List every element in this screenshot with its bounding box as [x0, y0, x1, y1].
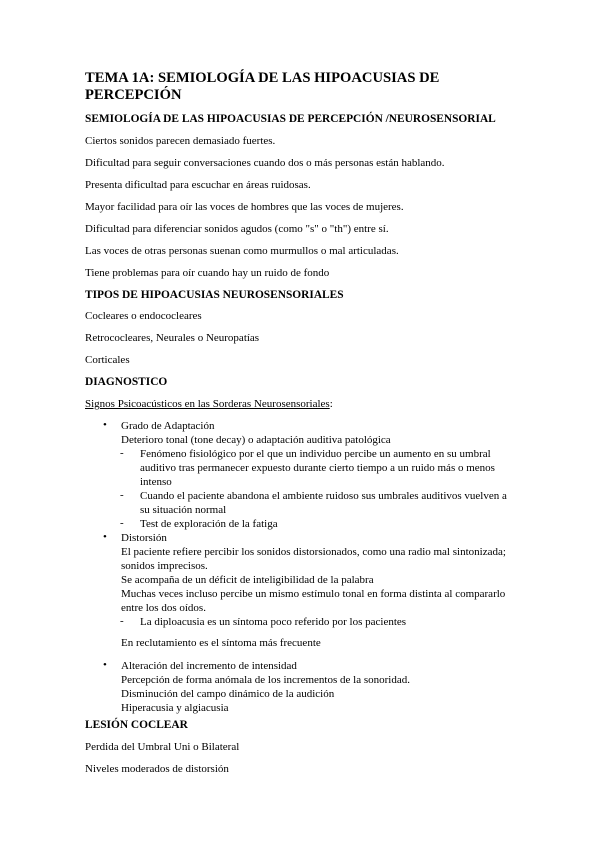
section-heading-diagnostico: DIAGNOSTICO: [85, 376, 168, 388]
paragraph: Dificultad para seguir conversaciones cuando dos o más personas están hablando.: [85, 157, 445, 169]
dash-icon: -: [120, 615, 124, 627]
dash-icon: -: [120, 489, 124, 501]
dash-item-line: Cuando el paciente abandona el ambiente ruidoso sus umbrales auditivos vuelven a: [140, 490, 507, 502]
dash-item: Test de exploración de la fatiga: [140, 518, 278, 530]
paragraph: Retrococleares, Neurales o Neuropatías: [85, 332, 260, 344]
list-line: Muchas veces incluso percibe un mismo estímulo tonal en forma distinta al compararlo: [121, 588, 506, 600]
list-line: sonidos imprecisos.: [121, 560, 208, 572]
dash-item-line: Fenómeno fisiológico por el que un individuo percibe un aumento en su umbral: [140, 448, 491, 460]
paragraph: Corticales: [85, 354, 130, 366]
subheading: [85, 398, 333, 410]
bullet-title: Grado de Adaptación: [121, 420, 215, 432]
page-title: TEMA 1A: SEMIOLOGÍA DE LAS HIPOACUSIAS DE PERCEPCIÓN: [85, 70, 440, 103]
paragraph: Perdida del Umbral Uni o Bilateral: [85, 741, 240, 753]
list-line: Se acompaña de un déficit de inteligibilidad de la palabra: [121, 574, 374, 586]
list-line: Disminución del campo dinámico de la audición: [121, 688, 335, 700]
list-block: [121, 545, 506, 615]
list-line: Percepción de forma anómala de los incrementos de la sonoridad.: [121, 674, 410, 686]
dash-icon: -: [120, 517, 124, 529]
list-line: Deterioro tonal (tone decay) o adaptación auditiva patológica: [121, 434, 391, 446]
bullet-icon: •: [103, 531, 107, 543]
dash-item: [140, 447, 495, 489]
list-block: [121, 673, 410, 715]
paragraph: Cocleares o endococleares: [85, 310, 202, 322]
bullet-title: Distorsión: [121, 532, 167, 544]
paragraph: Mayor facilidad para oír las voces de hombres que las voces de mujeres.: [85, 201, 404, 213]
paragraph: Presenta dificultad para escuchar en áreas ruidosas.: [85, 179, 311, 191]
dash-icon: -: [120, 447, 124, 459]
section-heading-semiologia: SEMIOLOGÍA DE LAS HIPOACUSIAS DE PERCEPCIÓN /NEUROSENSORIAL: [85, 113, 496, 125]
dash-item: La diploacusia es un síntoma poco referido por los pacientes: [140, 616, 407, 628]
note-line: En reclutamiento es el síntoma más frecuente: [121, 637, 321, 649]
dash-item-line: auditivo tras permanecer expuesto durante cierto tiempo a un ruido más o menos: [140, 462, 495, 474]
paragraph: Ciertos sonidos parecen demasiado fuertes.: [85, 135, 276, 147]
paragraph: Tiene problemas para oír cuando hay un ruido de fondo: [85, 267, 330, 279]
list-line: El paciente refiere percibir los sonidos distorsionados, como una radio mal sintonizada;: [121, 546, 506, 558]
subheading-colon: :: [329, 398, 333, 410]
paragraph: Las voces de otras personas suenan como murmullos o mal articuladas.: [85, 245, 399, 257]
section-heading-lesion-coclear: LESIÓN COCLEAR: [85, 719, 188, 731]
list-line: Hiperacusia y algiacusia: [121, 702, 229, 714]
subheading-text: Signos Psicoacústicos en las Sorderas Neurosensoriales: [85, 398, 330, 410]
bullet-title: Alteración del incremento de intensidad: [121, 660, 297, 672]
section-heading-tipos: TIPOS DE HIPOACUSIAS NEUROSENSORIALES: [85, 289, 344, 301]
paragraph: Dificultad para diferenciar sonidos agudos (como "s" o "th") entre sí.: [85, 223, 389, 235]
dash-item-line: su situación normal: [140, 504, 227, 516]
dash-item-line: intenso: [140, 476, 172, 488]
dash-item: [140, 489, 507, 517]
bullet-icon: •: [103, 419, 107, 431]
list-line: entre los dos oídos.: [121, 602, 206, 614]
bullet-icon: •: [103, 659, 107, 671]
paragraph: Niveles moderados de distorsión: [85, 763, 229, 775]
